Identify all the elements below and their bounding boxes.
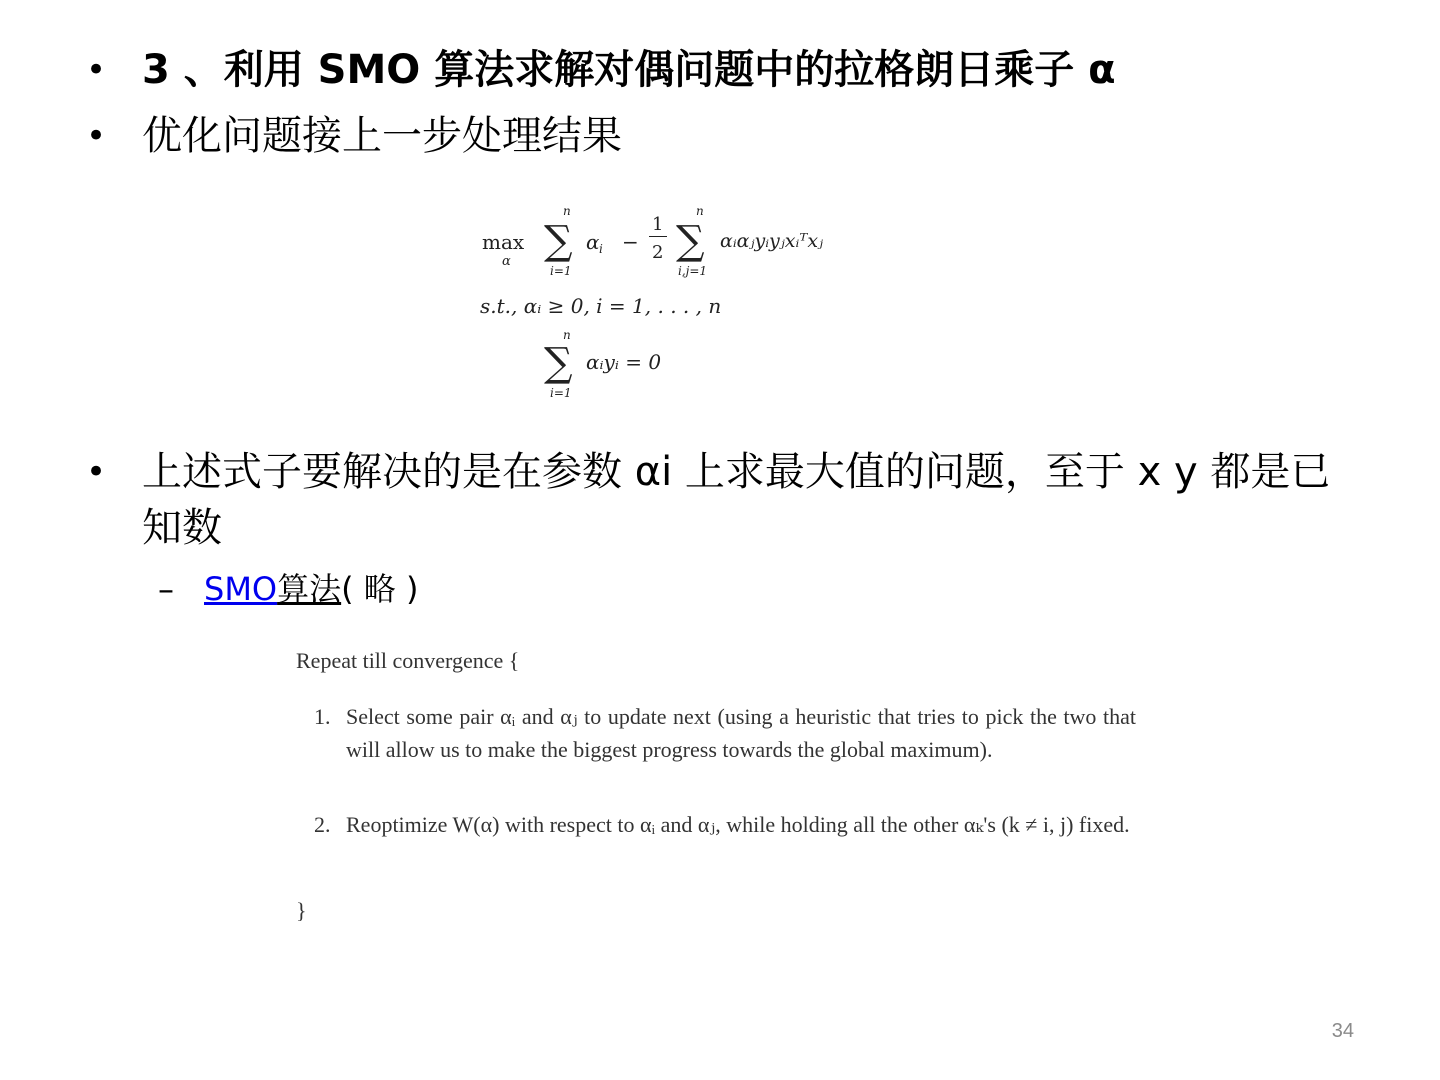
bullet-item-explanation <box>86 444 1346 556</box>
eq-sum3-sigma: ∑ <box>544 340 573 386</box>
eq-sum2-top: n <box>696 204 704 218</box>
eq-sum1-bottom: i=1 <box>550 264 572 278</box>
bullet-item-smo-title <box>86 42 1116 98</box>
algo-close: } <box>296 898 307 923</box>
smo-algorithm-link[interactable]: 算法 <box>277 570 342 608</box>
eq-sum3-bottom: i=1 <box>550 386 572 400</box>
algo-step-number: 1. <box>314 704 331 729</box>
algo-step-number: 2. <box>314 812 331 837</box>
bullet-marker: • <box>86 452 107 492</box>
eq-sum2-sigma: ∑ <box>676 218 705 264</box>
algo-step-text: Select some pair αᵢ and αⱼ to update next (using a heuristic that tries to pick the two that will allow us to make the biggest progress towards the global maximum). <box>346 704 1136 762</box>
algo-head: Repeat till convergence { <box>296 648 520 673</box>
eq-term1: α <box>586 230 600 254</box>
page-number: 34 <box>1331 1020 1354 1042</box>
eq-minus: − <box>622 230 639 254</box>
eq-frac-den: 2 <box>652 242 664 263</box>
eq-sum1-sigma: ∑ <box>544 218 573 264</box>
bullet-marker: • <box>86 116 107 156</box>
eq-sum2-bottom: i,j=1 <box>678 264 708 278</box>
algo-step-text: Reoptimize W(α) with respect to αᵢ and αⱼ, while holding all the other αₖ's (k ≠ i, j) fixed. <box>346 812 1130 837</box>
sub-bullet-smo <box>158 563 418 615</box>
eq-max: max <box>482 230 525 254</box>
bullet-item-optimization <box>86 108 622 164</box>
eq-sum3-top: n <box>563 328 571 342</box>
eq-term2: αᵢαⱼyᵢyⱼxᵢᵀxⱼ <box>720 230 824 252</box>
eq-max-sub: α <box>502 254 511 269</box>
smo-link[interactable]: SMO <box>204 570 278 608</box>
sub-bullet-marker: – <box>158 570 174 608</box>
sub-bullet-suffix: ( 略 ) <box>341 570 419 608</box>
eq-constraint2: αᵢyᵢ = 0 <box>586 350 662 374</box>
bullet-marker: • <box>86 50 107 90</box>
eq-frac-bar <box>649 236 667 237</box>
bullet-text: 优化问题接上一步处理结果 <box>142 113 622 159</box>
eq-term1-sub: i <box>599 242 603 256</box>
eq-constraint1: s.t., αᵢ ≥ 0, i = 1, . . . , n <box>480 294 722 318</box>
bullet-text: 上述式子要解决的是在参数 αi 上求最大值的问题，至于 x y 都是已知数 <box>142 449 1331 551</box>
bullet-text: 3 、利用 SMO 算法求解对偶问题中的拉格朗日乘子 α <box>142 47 1116 93</box>
dual-problem-equation <box>480 200 880 410</box>
eq-frac-num: 1 <box>652 214 664 235</box>
eq-sum1-top: n <box>563 204 571 218</box>
